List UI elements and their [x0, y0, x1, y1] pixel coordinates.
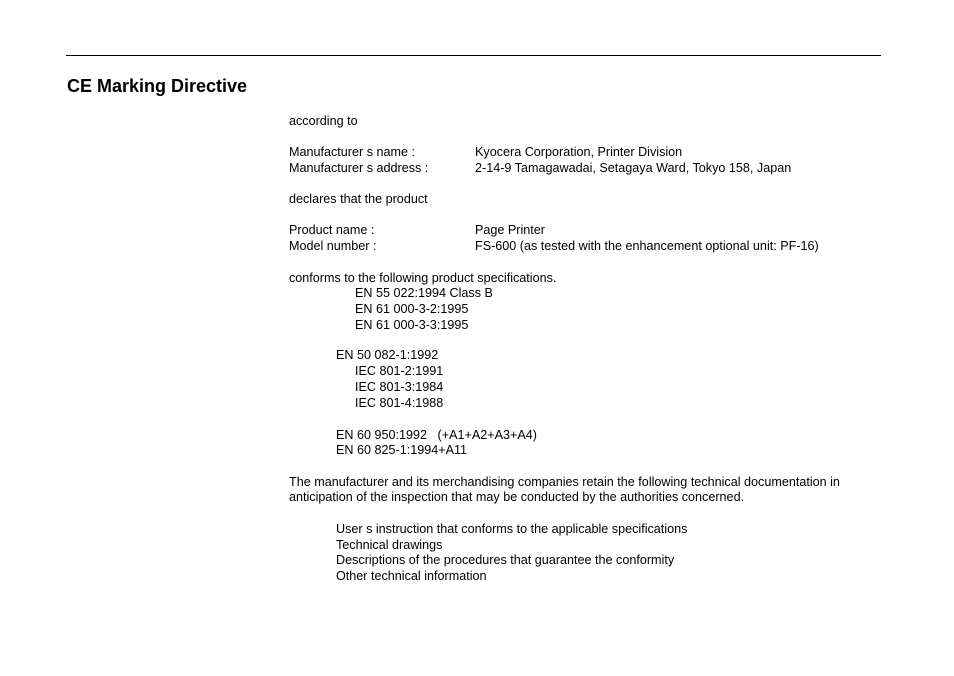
- intro-text: according to: [289, 114, 358, 128]
- header-rule: [66, 55, 881, 56]
- model-number-label: Model number :: [289, 239, 377, 253]
- documentation-paragraph-line: The manufacturer and its merchandising companies retain the following technical documentation in: [289, 475, 840, 489]
- spec-group-head: EN 50 082-1:1992: [336, 348, 439, 362]
- spec-item: EN 60 950:1992 (+A1+A2+A3+A4): [336, 428, 537, 442]
- page-title: CE Marking Directive: [67, 76, 248, 96]
- product-name-label: Product name :: [289, 223, 375, 237]
- spec-item: EN 61 000-3-3:1995: [355, 318, 469, 332]
- documentation-paragraph-line: anticipation of the inspection that may be conducted by the authorities concerned.: [289, 490, 745, 504]
- documentation-item: Technical drawings: [336, 538, 443, 552]
- manufacturer-name-value: Kyocera Corporation, Printer Division: [475, 145, 683, 159]
- declares-text: declares that the product: [289, 192, 428, 206]
- documentation-item: User s instruction that conforms to the applicable specifications: [336, 522, 688, 536]
- spec-item: EN 60 825-1:1994+A11: [336, 443, 468, 457]
- spec-item: EN 61 000-3-2:1995: [355, 302, 469, 316]
- manufacturer-address-label: Manufacturer s address :: [289, 161, 429, 175]
- spec-item: IEC 801-2:1991: [355, 364, 444, 378]
- spec-item: EN 55 022:1994 Class B: [355, 286, 493, 300]
- conforms-text: conforms to the following product specifications.: [289, 271, 557, 285]
- model-number-value: FS-600 (as tested with the enhancement optional unit: PF-16): [475, 239, 819, 253]
- spec-item: IEC 801-4:1988: [355, 396, 444, 410]
- documentation-item: Other technical information: [336, 569, 487, 583]
- documentation-item: Descriptions of the procedures that guarantee the conformity: [336, 553, 675, 567]
- manufacturer-name-label: Manufacturer s name :: [289, 145, 415, 159]
- spec-item: IEC 801-3:1984: [355, 380, 444, 394]
- manufacturer-address-value: 2-14-9 Tamagawadai, Setagaya Ward, Tokyo 158, Japan: [475, 161, 792, 175]
- product-name-value: Page Printer: [475, 223, 546, 237]
